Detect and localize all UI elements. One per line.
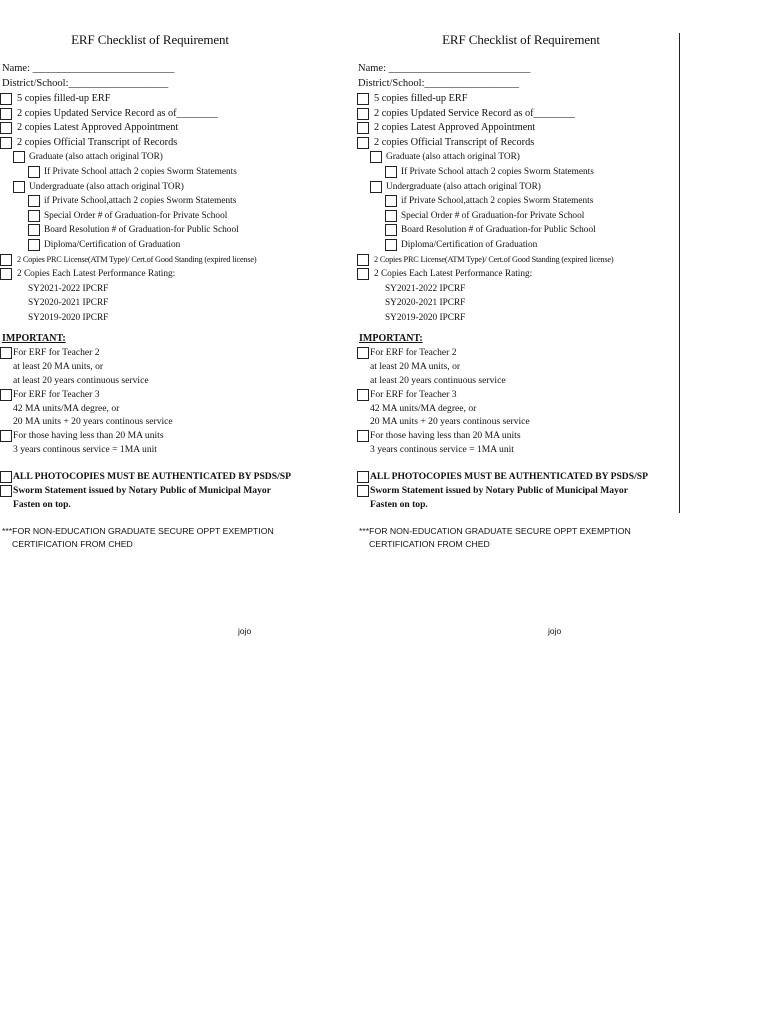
important-item: [0, 388, 330, 402]
checkbox[interactable]: [357, 268, 369, 280]
district-school-field: District/School:___________________: [2, 78, 169, 89]
item-text: 2 Copies PRC License(ATM Type)/ Cert.of Good Standing (expired license): [17, 254, 257, 264]
checklist-item: [0, 223, 330, 238]
note-line-2: CERTIFICATION FROM CHED: [12, 539, 133, 549]
checkbox[interactable]: [357, 347, 369, 359]
item-text: Special Order # of Graduation-for Private School: [401, 210, 585, 221]
checkbox[interactable]: [357, 430, 369, 442]
signature-text: jojo: [548, 626, 562, 636]
item-text: 5 copies filled-up ERF: [374, 93, 468, 104]
checkbox[interactable]: [357, 389, 369, 401]
requirements-list: [357, 92, 687, 326]
checkbox[interactable]: [13, 181, 25, 193]
checkbox[interactable]: [357, 137, 369, 149]
checklist-item: [357, 107, 687, 122]
checkbox[interactable]: [0, 430, 12, 442]
checkbox[interactable]: [370, 151, 382, 163]
item-text: if Private School,attach 2 copies Sworm Statements: [44, 196, 237, 207]
checklist-item: [0, 121, 330, 136]
checklist-item: [357, 165, 687, 180]
important-item: [0, 346, 330, 360]
checklist-item: [357, 238, 687, 253]
authentication-item: [0, 498, 330, 512]
authentication-item: [357, 470, 687, 484]
checkbox[interactable]: [0, 108, 12, 120]
item-text: Diploma/Certification of Graduation: [401, 239, 538, 250]
authentication-item: [357, 484, 687, 498]
item-text: For those having less than 20 MA units: [370, 430, 521, 442]
item-text: SY2020-2021 IPCRF: [385, 298, 466, 309]
checklist-item: [357, 282, 687, 297]
checklist-item: [0, 209, 330, 224]
checklist-item: [357, 209, 687, 224]
item-text: 42 MA units/MA degree, or: [370, 402, 477, 414]
checklist-item: [0, 238, 330, 253]
checkbox[interactable]: [0, 137, 12, 149]
checkbox[interactable]: [28, 195, 40, 207]
checklist-item: [0, 165, 330, 180]
item-text: ALL PHOTOCOPIES MUST BE AUTHENTICATED BY PSDS/SP: [370, 471, 648, 482]
item-text: For ERF for Teacher 3: [370, 388, 457, 400]
checkbox[interactable]: [0, 471, 12, 483]
checkbox[interactable]: [28, 166, 40, 178]
item-text: SY2019-2020 IPCRF: [28, 312, 109, 323]
checklist-item: [357, 194, 687, 209]
item-text: 2 Copies Each Latest Performance Rating:: [374, 269, 533, 280]
checklist-item: [0, 311, 330, 326]
item-text: 5 copies filled-up ERF: [17, 93, 111, 104]
checklist-item: [357, 296, 687, 311]
name-field: Name: ___________________________: [358, 63, 531, 74]
item-text: Special Order # of Graduation-for Private School: [44, 210, 228, 221]
item-text: 2 copies Official Transcript of Records: [374, 136, 535, 148]
non-education-note: [359, 525, 689, 551]
item-text: 20 MA units + 20 years continous service: [13, 416, 173, 428]
checkbox[interactable]: [385, 195, 397, 207]
checkbox[interactable]: [357, 254, 369, 266]
item-text: at least 20 years continuous service: [13, 374, 149, 386]
authentication-item: [0, 484, 330, 498]
checkbox[interactable]: [357, 471, 369, 483]
item-text: at least 20 MA units, or: [13, 360, 104, 372]
checkbox[interactable]: [385, 224, 397, 236]
item-text: Sworm Statement issued by Notary Public of Municipal Mayor: [370, 484, 628, 496]
item-text: if Private School,attach 2 copies Sworm Statements: [401, 196, 594, 207]
important-item: [357, 374, 687, 388]
checklist-item: [357, 253, 687, 268]
item-text: Board Resolution # of Graduation-for Public School: [44, 225, 239, 236]
item-text: SY2021-2022 IPCRF: [385, 283, 466, 294]
note-line-2: CERTIFICATION FROM CHED: [369, 539, 490, 549]
checklist-item: [0, 150, 330, 165]
checkbox[interactable]: [0, 347, 12, 359]
checkbox[interactable]: [0, 254, 12, 266]
checklist-item: [357, 150, 687, 165]
important-heading: IMPORTANT:: [2, 333, 66, 344]
checklist-item: [0, 136, 330, 151]
item-text: If Private School attach 2 copies Sworm Statements: [44, 166, 237, 177]
important-item: [357, 429, 687, 443]
important-item: [0, 415, 330, 429]
checklist-item: [357, 136, 687, 151]
checklist-item: [357, 180, 687, 195]
authentication-item: [357, 498, 687, 512]
checklist-item: [0, 194, 330, 209]
checkbox[interactable]: [28, 224, 40, 236]
important-heading: IMPORTANT:: [359, 333, 423, 344]
item-text: at least 20 MA units, or: [370, 360, 461, 372]
item-text: Undergraduate (also attach original TOR): [386, 181, 541, 192]
item-text: For ERF for Teacher 3: [13, 388, 100, 400]
checklist-item: [357, 267, 687, 282]
note-line-1: ***FOR NON-EDUCATION GRADUATE SECURE OPPT EXEMPTION: [2, 526, 274, 536]
important-item: [0, 443, 330, 457]
checklist-item: [357, 121, 687, 136]
item-text: If Private School attach 2 copies Sworm Statements: [401, 166, 594, 177]
checklist-item: [357, 311, 687, 326]
item-text: 2 copies Latest Approved Appointment: [17, 122, 179, 134]
signature-text: jojo: [238, 626, 252, 636]
checkbox[interactable]: [357, 485, 369, 497]
item-text: 42 MA units/MA degree, or: [13, 402, 120, 414]
checkbox[interactable]: [0, 122, 12, 134]
item-text: 2 Copies PRC License(ATM Type)/ Cert.of Good Standing (expired license): [374, 254, 614, 264]
item-text: at least 20 years continuous service: [370, 374, 506, 386]
important-item: [0, 402, 330, 416]
authentication-section: [0, 470, 330, 511]
authentication-section: [357, 470, 687, 511]
checkbox[interactable]: [0, 485, 12, 497]
important-item: [357, 388, 687, 402]
item-text: For ERF for Teacher 2: [13, 347, 100, 358]
checkbox[interactable]: [0, 268, 12, 280]
item-text: Sworm Statement issued by Notary Public of Municipal Mayor: [13, 484, 271, 496]
item-text: SY2021-2022 IPCRF: [28, 283, 109, 294]
item-text: 2 copies Official Transcript of Records: [17, 136, 178, 148]
checkbox[interactable]: [13, 151, 25, 163]
item-text: Undergraduate (also attach original TOR): [29, 181, 184, 192]
district-school-field: District/School:__________________: [358, 78, 519, 89]
important-item: [357, 346, 687, 360]
checkbox[interactable]: [357, 93, 369, 105]
important-item: [0, 429, 330, 443]
item-text: Fasten on top.: [13, 498, 71, 510]
checklist-item: [0, 282, 330, 297]
checkbox[interactable]: [28, 210, 40, 222]
checkbox[interactable]: [385, 210, 397, 222]
requirements-list: [0, 92, 330, 326]
item-text: Diploma/Certification of Graduation: [44, 239, 181, 250]
checklist-item: [0, 92, 330, 107]
checklist-title: ERF Checklist of Requirement: [71, 32, 229, 47]
important-item: [357, 360, 687, 374]
important-section: [357, 332, 687, 457]
note-line-1: ***FOR NON-EDUCATION GRADUATE SECURE OPPT EXEMPTION: [359, 526, 631, 536]
important-section: [0, 332, 330, 457]
checkbox[interactable]: [370, 181, 382, 193]
item-text: Board Resolution # of Graduation-for Public School: [401, 225, 596, 236]
item-text: Fasten on top.: [370, 498, 428, 510]
checkbox[interactable]: [385, 239, 397, 251]
item-text: 2 Copies Each Latest Performance Rating:: [17, 269, 176, 280]
item-text: Graduate (also attach original TOR): [29, 152, 163, 163]
important-item: [357, 402, 687, 416]
important-item: [357, 415, 687, 429]
checklist-item: [357, 92, 687, 107]
item-text: 2 copies Updated Service Record as of________: [374, 107, 575, 119]
item-text: SY2020-2021 IPCRF: [28, 298, 109, 309]
checkbox[interactable]: [28, 239, 40, 251]
checkbox[interactable]: [0, 389, 12, 401]
checklist-item: [0, 296, 330, 311]
checklist-item: [357, 223, 687, 238]
checklist-item: [0, 180, 330, 195]
item-text: ALL PHOTOCOPIES MUST BE AUTHENTICATED BY PSDS/SP: [13, 471, 291, 482]
checklist-item: [0, 253, 330, 268]
item-text: 3 years continous service = 1MA unit: [13, 444, 157, 456]
checkbox[interactable]: [357, 108, 369, 120]
item-text: 2 copies Latest Approved Appointment: [374, 122, 536, 134]
checkbox[interactable]: [357, 122, 369, 134]
important-item: [0, 360, 330, 374]
item-text: For those having less than 20 MA units: [13, 430, 164, 442]
non-education-note: [2, 525, 332, 551]
name-field: Name: ___________________________: [2, 63, 175, 74]
checklist-title: ERF Checklist of Requirement: [442, 32, 600, 47]
item-text: For ERF for Teacher 2: [370, 347, 457, 358]
checklist-item: [0, 107, 330, 122]
authentication-item: [0, 470, 330, 484]
item-text: 3 years continous service = 1MA unit: [370, 444, 514, 456]
item-text: Graduate (also attach original TOR): [386, 152, 520, 163]
item-text: 20 MA units + 20 years continous service: [370, 416, 530, 428]
checkbox[interactable]: [0, 93, 12, 105]
checkbox[interactable]: [385, 166, 397, 178]
important-item: [0, 374, 330, 388]
item-text: 2 copies Updated Service Record as of________: [17, 107, 218, 119]
item-text: SY2019-2020 IPCRF: [385, 312, 466, 323]
important-item: [357, 443, 687, 457]
checklist-item: [0, 267, 330, 282]
